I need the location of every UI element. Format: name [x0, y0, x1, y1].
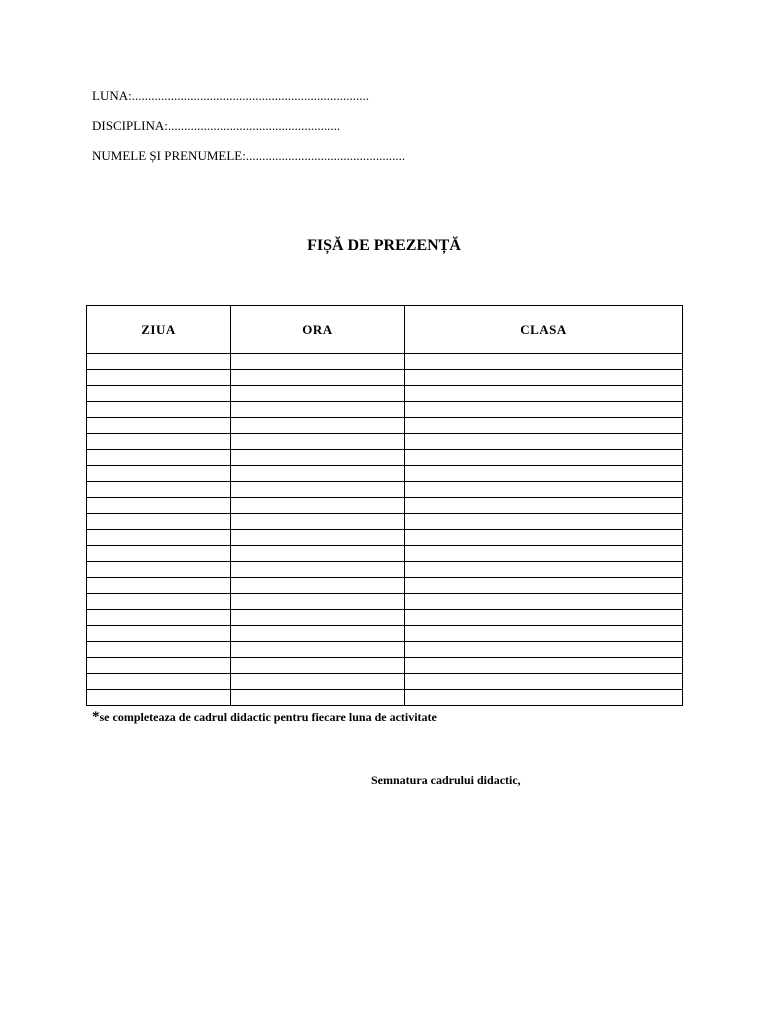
- table-cell-ziua[interactable]: [87, 434, 231, 450]
- column-header-clasa: CLASA: [405, 306, 683, 354]
- table-cell-ziua[interactable]: [87, 642, 231, 658]
- table-cell-ora[interactable]: [231, 370, 405, 386]
- table-cell-ora[interactable]: [231, 562, 405, 578]
- table-cell-clasa[interactable]: [405, 658, 683, 674]
- table-cell-clasa[interactable]: [405, 482, 683, 498]
- table-row: [87, 610, 683, 626]
- table-row: [87, 642, 683, 658]
- table-cell-clasa[interactable]: [405, 466, 683, 482]
- table-cell-clasa[interactable]: [405, 386, 683, 402]
- table-row: [87, 546, 683, 562]
- table-cell-ziua[interactable]: [87, 354, 231, 370]
- table-cell-clasa[interactable]: [405, 610, 683, 626]
- field-disciplina-label: DISCIPLINA:: [92, 118, 168, 133]
- table-cell-ora[interactable]: [231, 546, 405, 562]
- table-cell-ziua[interactable]: [87, 546, 231, 562]
- table-cell-ora[interactable]: [231, 482, 405, 498]
- table-row: [87, 578, 683, 594]
- table-cell-ziua[interactable]: [87, 674, 231, 690]
- table-cell-clasa[interactable]: [405, 562, 683, 578]
- table-cell-ora[interactable]: [231, 658, 405, 674]
- table-cell-ziua[interactable]: [87, 626, 231, 642]
- table-cell-ziua[interactable]: [87, 482, 231, 498]
- table-row: [87, 594, 683, 610]
- table-row: [87, 562, 683, 578]
- table-cell-ziua[interactable]: [87, 418, 231, 434]
- table-cell-ziua[interactable]: [87, 578, 231, 594]
- footnote-star: *: [92, 709, 100, 725]
- table-row: [87, 354, 683, 370]
- table-cell-ziua[interactable]: [87, 466, 231, 482]
- footnote: [92, 709, 437, 725]
- table-row: [87, 450, 683, 466]
- table-cell-ora[interactable]: [231, 466, 405, 482]
- table-row: [87, 386, 683, 402]
- table-cell-ora[interactable]: [231, 578, 405, 594]
- table-row: [87, 514, 683, 530]
- field-disciplina-dots[interactable]: .....................................................: [167, 118, 341, 133]
- table-cell-ora[interactable]: [231, 674, 405, 690]
- field-nume: [92, 148, 405, 164]
- table-cell-clasa[interactable]: [405, 370, 683, 386]
- table-cell-clasa[interactable]: [405, 354, 683, 370]
- table-cell-clasa[interactable]: [405, 530, 683, 546]
- table-cell-ora[interactable]: [231, 594, 405, 610]
- footnote-text: se completeaza de cadrul didactic pentru fiecare luna de activitate: [99, 710, 437, 724]
- table-cell-ziua[interactable]: [87, 370, 231, 386]
- table-cell-clasa[interactable]: [405, 626, 683, 642]
- table-cell-clasa[interactable]: [405, 546, 683, 562]
- table-row: [87, 530, 683, 546]
- table-cell-clasa[interactable]: [405, 674, 683, 690]
- table-row: [87, 418, 683, 434]
- column-header-ziua: ZIUA: [87, 306, 231, 354]
- table-cell-ziua[interactable]: [87, 610, 231, 626]
- table-cell-ora[interactable]: [231, 450, 405, 466]
- table-cell-clasa[interactable]: [405, 594, 683, 610]
- table-cell-ora[interactable]: [231, 354, 405, 370]
- field-disciplina: [92, 118, 340, 134]
- table-row: [87, 370, 683, 386]
- table-cell-clasa[interactable]: [405, 402, 683, 418]
- table-row: [87, 674, 683, 690]
- table-cell-clasa[interactable]: [405, 418, 683, 434]
- table-cell-clasa[interactable]: [405, 578, 683, 594]
- table-cell-clasa[interactable]: [405, 514, 683, 530]
- table-cell-ziua[interactable]: [87, 450, 231, 466]
- table-cell-ziua[interactable]: [87, 594, 231, 610]
- table-cell-ora[interactable]: [231, 498, 405, 514]
- table-cell-clasa[interactable]: [405, 642, 683, 658]
- field-nume-dots[interactable]: .................................................: [245, 148, 406, 163]
- table-body: [87, 354, 683, 706]
- table-cell-ora[interactable]: [231, 402, 405, 418]
- table-row: [87, 482, 683, 498]
- table-cell-clasa[interactable]: [405, 690, 683, 706]
- table-cell-ziua[interactable]: [87, 402, 231, 418]
- table-cell-ora[interactable]: [231, 642, 405, 658]
- table-cell-ziua[interactable]: [87, 562, 231, 578]
- table-row: [87, 626, 683, 642]
- table-cell-ora[interactable]: [231, 386, 405, 402]
- table-cell-ora[interactable]: [231, 690, 405, 706]
- table-cell-ora[interactable]: [231, 514, 405, 530]
- table-cell-ora[interactable]: [231, 530, 405, 546]
- table-cell-ora[interactable]: [231, 434, 405, 450]
- table-cell-ziua[interactable]: [87, 530, 231, 546]
- table-header-row: [87, 306, 683, 354]
- table-row: [87, 498, 683, 514]
- table-row: [87, 690, 683, 706]
- table-cell-ziua[interactable]: [87, 386, 231, 402]
- table-cell-clasa[interactable]: [405, 434, 683, 450]
- table-row: [87, 434, 683, 450]
- field-luna-label: LUNA:: [92, 88, 132, 103]
- table-cell-ziua[interactable]: [87, 514, 231, 530]
- attendance-table: [86, 305, 683, 706]
- table-cell-ziua[interactable]: [87, 690, 231, 706]
- table-cell-ziua[interactable]: [87, 658, 231, 674]
- table-cell-clasa[interactable]: [405, 498, 683, 514]
- table-row: [87, 658, 683, 674]
- field-luna-dots[interactable]: .........................................................................: [131, 88, 369, 103]
- table-cell-ora[interactable]: [231, 610, 405, 626]
- page-title: FIȘĂ DE PREZENȚĂ: [307, 237, 461, 254]
- field-luna: [92, 88, 369, 104]
- field-nume-label: NUMELE ȘI PRENUMELE:: [92, 148, 246, 163]
- table-cell-clasa[interactable]: [405, 450, 683, 466]
- table-row: [87, 466, 683, 482]
- table-cell-ora[interactable]: [231, 418, 405, 434]
- signature-label: Semnatura cadrului didactic,: [371, 773, 521, 787]
- column-header-ora: ORA: [231, 306, 405, 354]
- table-row: [87, 402, 683, 418]
- table-cell-ziua[interactable]: [87, 498, 231, 514]
- table-cell-ora[interactable]: [231, 626, 405, 642]
